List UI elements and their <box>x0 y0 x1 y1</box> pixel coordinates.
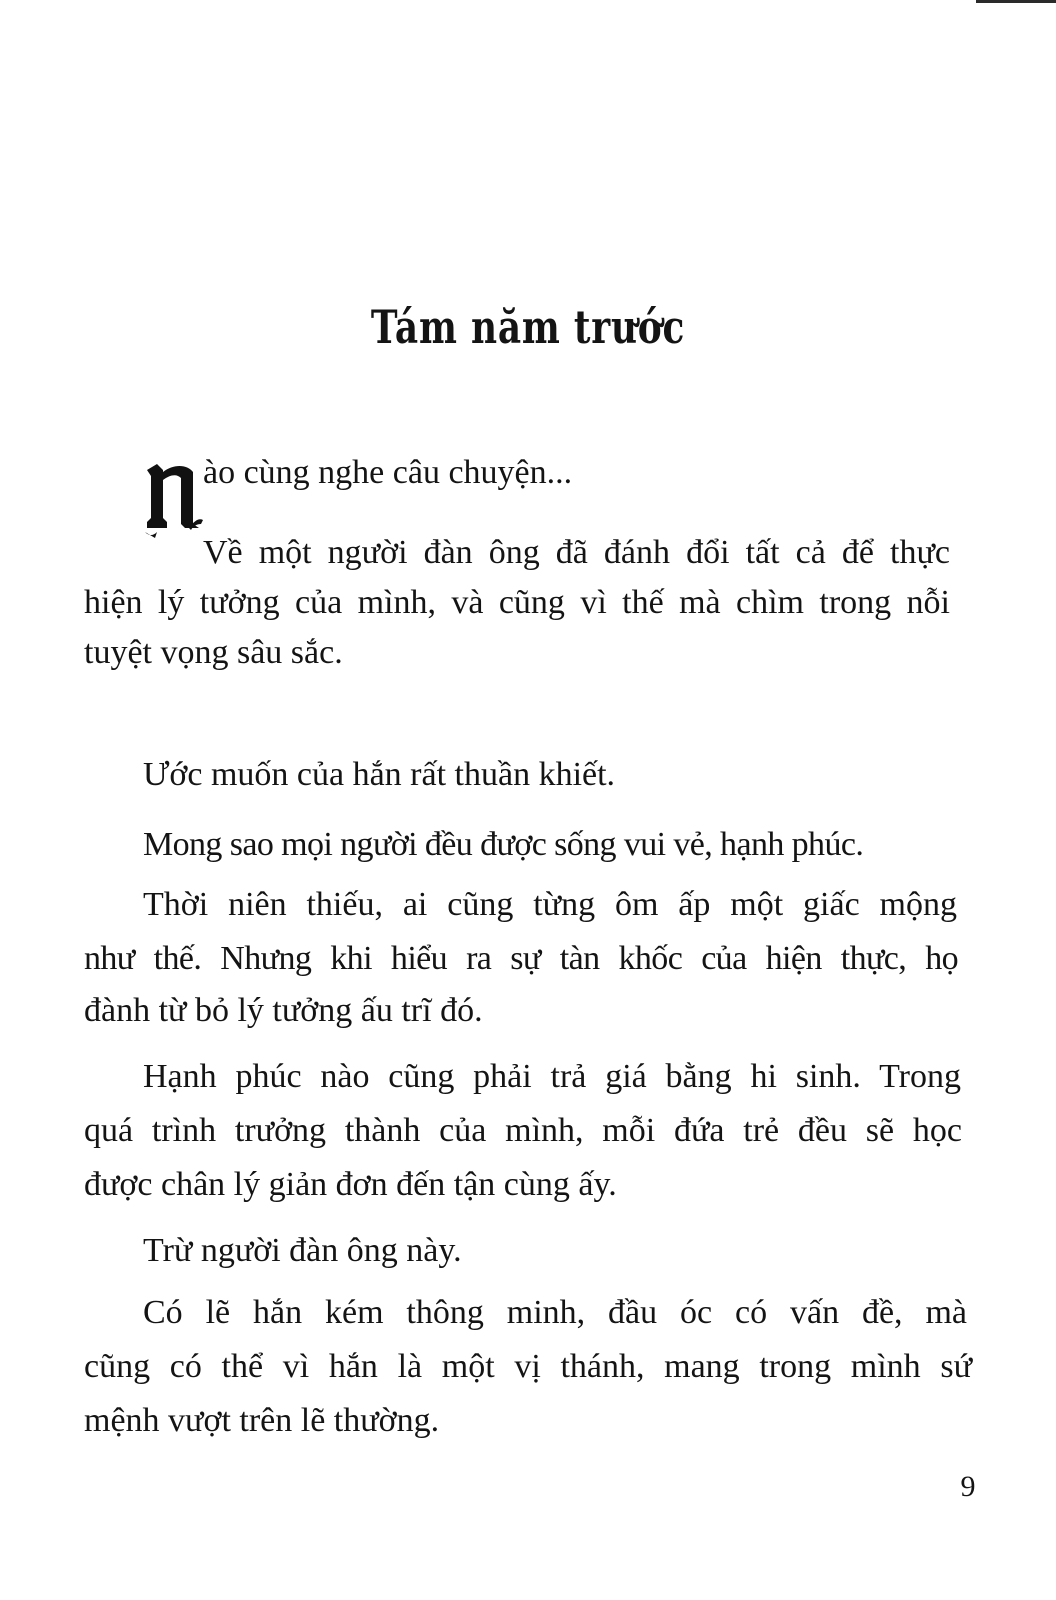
paragraph-8-line-1: Có lẽ hắn kém thông minh, đầu óc có vấn đề, mà <box>143 1294 967 1331</box>
paragraph-5-line-2: như thế. Nhưng khi hiểu ra sự tàn khốc của hiện thực, họ <box>84 940 958 977</box>
paragraph-8-line-3: mệnh vượt trên lẽ thường. <box>84 1402 440 1439</box>
top-edge-rule <box>976 0 1056 3</box>
paragraph-5-line-3: đành từ bỏ lý tưởng ấu trĩ đó. <box>84 992 483 1029</box>
paragraph-8-line-2: cũng có thể vì hắn là một vị thánh, mang trong mình sứ <box>84 1348 972 1385</box>
paragraph-2-line-2: hiện lý tưởng của mình, và cũng vì thế mà chìm trong nỗi <box>84 584 950 621</box>
paragraph-6-line-2: quá trình trưởng thành của mình, mỗi đứa trẻ đều sẽ học <box>84 1112 962 1149</box>
paragraph-4-line-1: Mong sao mọi người đều được sống vui vẻ, hạnh phúc. <box>143 826 864 863</box>
paragraph-5-line-1: Thời niên thiếu, ai cũng từng ôm ấp một giấc mộng <box>143 886 957 923</box>
chapter-title: Tám năm trước <box>370 300 686 354</box>
paragraph-2-line-1: Về một người đàn ông đã đánh đổi tất cả để thực <box>203 534 950 571</box>
paragraph-3-line-1: Ước muốn của hắn rất thuần khiết. <box>143 756 616 793</box>
paragraph-2-line-3: tuyệt vọng sâu sắc. <box>84 634 343 671</box>
paragraph-1-line-1: ào cùng nghe câu chuyện... <box>203 454 573 491</box>
drop-cap-n <box>143 462 203 540</box>
paragraph-7-line-1: Trừ người đàn ông này. <box>143 1232 462 1269</box>
page-number: 9 <box>960 1470 976 1503</box>
paragraph-6-line-3: được chân lý giản đơn đến tận cùng ấy. <box>84 1166 617 1203</box>
paragraph-6-line-1: Hạnh phúc nào cũng phải trả giá bằng hi sinh. Trong <box>143 1058 961 1095</box>
